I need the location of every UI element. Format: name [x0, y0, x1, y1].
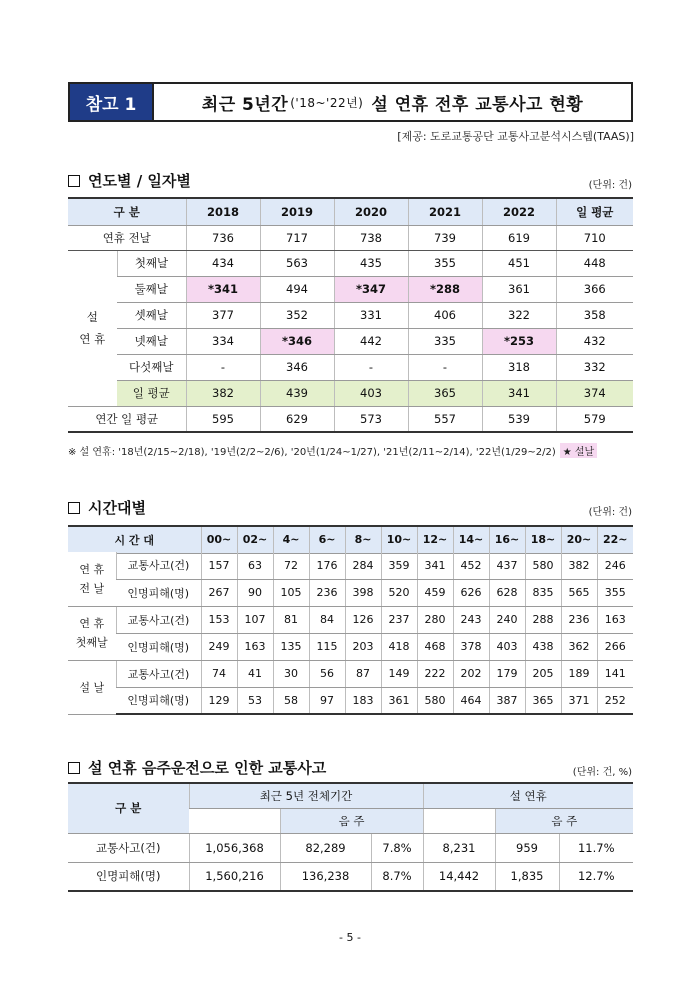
cell: - — [186, 354, 260, 380]
cell: 403 — [489, 633, 525, 660]
cell: 12.7% — [559, 862, 633, 891]
cell: 580 — [525, 552, 561, 579]
cell: 341 — [482, 380, 556, 406]
cell: 437 — [489, 552, 525, 579]
section3-heading — [68, 757, 326, 778]
cell: 14,442 — [423, 862, 495, 891]
cell: 107 — [237, 606, 273, 633]
cell: 382 — [186, 380, 260, 406]
cell: 90 — [237, 579, 273, 606]
section3-heading-text: 설 연휴 음주운전으로 인한 교통사고 — [88, 759, 327, 777]
cell: 63 — [237, 552, 273, 579]
cell: 442 — [334, 328, 408, 354]
source-note: [제공: 도로교통공단 교통사고분석시스템(TAAS)] — [397, 130, 634, 143]
table-hourly — [68, 525, 633, 554]
cell-seollal: *253 — [482, 328, 556, 354]
table-row — [68, 660, 633, 687]
cell: 403 — [334, 380, 408, 406]
cell: 331 — [334, 302, 408, 328]
cell: 243 — [453, 606, 489, 633]
cell: 361 — [381, 687, 417, 714]
header-hour: 02~ — [237, 526, 273, 553]
cell: 595 — [186, 406, 260, 432]
table-row — [68, 276, 633, 302]
row-label: 인명피해(명) — [116, 687, 201, 714]
cell: 11.7% — [559, 833, 633, 862]
cell: 157 — [201, 552, 237, 579]
cell: 246 — [597, 552, 633, 579]
cell: 835 — [525, 579, 561, 606]
cell: 398 — [345, 579, 381, 606]
header-daily-avg: 일 평균 — [556, 198, 633, 225]
row-label: 교통사고(건) — [68, 833, 189, 862]
cell: 736 — [186, 225, 260, 250]
cell: 565 — [561, 579, 597, 606]
cell: 619 — [482, 225, 556, 250]
cell: 322 — [482, 302, 556, 328]
section3-unit: (단위: 건, %) — [572, 767, 632, 778]
table-row — [68, 606, 633, 633]
cell: 710 — [556, 225, 633, 250]
cell: 266 — [597, 633, 633, 660]
header-year: 2020 — [334, 198, 408, 225]
cell: 628 — [489, 579, 525, 606]
row-label: 교통사고(건) — [116, 606, 201, 633]
cell: 179 — [489, 660, 525, 687]
row-label: 연휴 전날 — [68, 225, 186, 250]
cell: 448 — [556, 250, 633, 276]
page-title — [154, 84, 631, 120]
row-label: 인명피해(명) — [116, 633, 201, 660]
cell: 74 — [201, 660, 237, 687]
header-hour: 4~ — [273, 526, 309, 553]
cell: 579 — [556, 406, 633, 432]
footnote-text: ※ 설 연휴: '18년(2/15~2/18), '19년(2/2~2/6), '20년(1/24~1/27), '21년(2/11~2/14), '22년(1/29~2/2) — [68, 447, 556, 458]
cell: 252 — [597, 687, 633, 714]
group-label — [68, 606, 116, 660]
row-label: 인명피해(명) — [68, 862, 189, 891]
cell: 87 — [345, 660, 381, 687]
cell: 459 — [417, 579, 453, 606]
header-year: 2018 — [186, 198, 260, 225]
cell: 334 — [186, 328, 260, 354]
cell: - — [408, 354, 482, 380]
cell: 435 — [334, 250, 408, 276]
checkbox-square-icon — [68, 502, 80, 514]
cell: 115 — [309, 633, 345, 660]
footnote — [68, 443, 597, 458]
group-label-line1: 연 휴 — [79, 617, 105, 630]
checkbox-square-icon — [68, 175, 80, 187]
header-blank — [423, 808, 495, 833]
cell: - — [334, 354, 408, 380]
cell: 236 — [309, 579, 345, 606]
cell: 318 — [482, 354, 556, 380]
header-hour: 10~ — [381, 526, 417, 553]
header-hour: 00~ — [201, 526, 237, 553]
cell-seollal: *341 — [186, 276, 260, 302]
cell: 335 — [408, 328, 482, 354]
cell: 439 — [260, 380, 334, 406]
row-label: 일 평균 — [117, 380, 186, 406]
cell: 135 — [273, 633, 309, 660]
cell: 539 — [482, 406, 556, 432]
row-label: 둘째날 — [117, 276, 186, 302]
row-label: 교통사고(건) — [116, 660, 201, 687]
cell: 358 — [556, 302, 633, 328]
cell: 355 — [408, 250, 482, 276]
cell: 1,056,368 — [189, 833, 280, 862]
header-hour: 6~ — [309, 526, 345, 553]
cell: 573 — [334, 406, 408, 432]
cell: 236 — [561, 606, 597, 633]
cell: 249 — [201, 633, 237, 660]
cell: 464 — [453, 687, 489, 714]
cell: 129 — [201, 687, 237, 714]
cell: 563 — [260, 250, 334, 276]
section2-heading — [68, 497, 146, 518]
cell: 451 — [482, 250, 556, 276]
table-drunk-driving — [68, 782, 633, 892]
cell: 365 — [408, 380, 482, 406]
cell: 30 — [273, 660, 309, 687]
section1-unit: (단위: 건) — [588, 180, 632, 191]
header-hour: 20~ — [561, 526, 597, 553]
group-label — [68, 660, 116, 714]
cell: 58 — [273, 687, 309, 714]
cell: 438 — [525, 633, 561, 660]
group-label-holiday — [68, 250, 117, 406]
table-row — [68, 354, 633, 380]
header-all-period: 최근 5년 전체기간 — [189, 783, 423, 808]
cell: 346 — [260, 354, 334, 380]
cell: 149 — [381, 660, 417, 687]
header-hour: 14~ — [453, 526, 489, 553]
header-hour: 8~ — [345, 526, 381, 553]
cell: 97 — [309, 687, 345, 714]
cell-seollal: *347 — [334, 276, 408, 302]
header-year: 2019 — [260, 198, 334, 225]
header-category: 구 분 — [68, 198, 186, 225]
group-label-line2: 연 휴 — [79, 332, 106, 346]
cell: 1,835 — [495, 862, 559, 891]
table-hourly-body — [68, 552, 633, 715]
cell: 468 — [417, 633, 453, 660]
cell: 494 — [260, 276, 334, 302]
cell: 176 — [309, 552, 345, 579]
cell: 432 — [556, 328, 633, 354]
cell: 352 — [260, 302, 334, 328]
header-timeslot: 시 간 대 — [68, 526, 201, 553]
section1-heading-text: 연도별 / 일자별 — [88, 172, 191, 190]
cell: 8.7% — [371, 862, 423, 891]
header-blank — [189, 808, 280, 833]
section1-heading — [68, 170, 191, 191]
group-label-line1: 설 — [86, 310, 98, 324]
table-row — [68, 328, 633, 354]
cell: 557 — [408, 406, 482, 432]
cell: 222 — [417, 660, 453, 687]
cell: 82,289 — [280, 833, 371, 862]
table-row — [68, 862, 633, 891]
cell: 738 — [334, 225, 408, 250]
legend-seollal: ★ 설날 — [560, 443, 597, 458]
header-holiday: 설 연휴 — [423, 783, 633, 808]
cell: 7.8% — [371, 833, 423, 862]
cell: 288 — [525, 606, 561, 633]
cell: 359 — [381, 552, 417, 579]
cell: 452 — [453, 552, 489, 579]
header-hour: 22~ — [597, 526, 633, 553]
checkbox-square-icon — [68, 762, 80, 774]
cell: 366 — [556, 276, 633, 302]
cell: 626 — [453, 579, 489, 606]
group-label-line1: 연 휴 — [79, 562, 105, 576]
table-row — [68, 250, 633, 276]
cell: 202 — [453, 660, 489, 687]
cell: 387 — [489, 687, 525, 714]
header-category: 구 분 — [68, 783, 189, 833]
group-label-line1: 설 날 — [79, 680, 105, 694]
cell: 361 — [482, 276, 556, 302]
cell: 280 — [417, 606, 453, 633]
cell: 629 — [260, 406, 334, 432]
cell: 126 — [345, 606, 381, 633]
row-label: 넷째날 — [117, 328, 186, 354]
table-row-annual — [68, 406, 633, 432]
cell: 520 — [381, 579, 417, 606]
row-label: 교통사고(건) — [116, 552, 201, 579]
row-label: 연간 일 평균 — [68, 406, 186, 432]
group-label-line2: 첫째날 — [75, 636, 108, 649]
cell: 362 — [561, 633, 597, 660]
cell: 377 — [186, 302, 260, 328]
table-row — [68, 579, 633, 606]
cell: 136,238 — [280, 862, 371, 891]
cell: 739 — [408, 225, 482, 250]
header-drink-holiday: 음 주 — [495, 808, 633, 833]
cell: 284 — [345, 552, 381, 579]
header-year: 2021 — [408, 198, 482, 225]
page-number: - 5 - — [339, 931, 361, 944]
cell: 382 — [561, 552, 597, 579]
cell: 72 — [273, 552, 309, 579]
cell: 237 — [381, 606, 417, 633]
row-label: 다섯째날 — [117, 354, 186, 380]
title-years: ('18~'22년) — [290, 95, 364, 110]
cell: 205 — [525, 660, 561, 687]
cell-seollal: *346 — [260, 328, 334, 354]
cell: 8,231 — [423, 833, 495, 862]
cell: 105 — [273, 579, 309, 606]
cell-seollal: *288 — [408, 276, 482, 302]
cell: 56 — [309, 660, 345, 687]
row-label: 인명피해(명) — [116, 579, 201, 606]
cell: 163 — [597, 606, 633, 633]
header-hour: 18~ — [525, 526, 561, 553]
table-row — [68, 552, 633, 579]
cell: 189 — [561, 660, 597, 687]
cell: 580 — [417, 687, 453, 714]
cell: 341 — [417, 552, 453, 579]
header-hour: 12~ — [417, 526, 453, 553]
cell: 355 — [597, 579, 633, 606]
cell: 240 — [489, 606, 525, 633]
cell: 183 — [345, 687, 381, 714]
title-suffix: 설 연휴 전후 교통사고 현황 — [371, 94, 584, 115]
header-year: 2022 — [482, 198, 556, 225]
table-row — [68, 633, 633, 660]
cell: 84 — [309, 606, 345, 633]
cell: 378 — [453, 633, 489, 660]
table-row-avg — [68, 380, 633, 406]
cell: 371 — [561, 687, 597, 714]
section2-unit: (단위: 건) — [588, 507, 632, 518]
cell: 267 — [201, 579, 237, 606]
section2-heading-text: 시간대별 — [88, 499, 146, 517]
cell: 959 — [495, 833, 559, 862]
cell: 374 — [556, 380, 633, 406]
cell: 434 — [186, 250, 260, 276]
group-label — [68, 552, 116, 606]
cell: 53 — [237, 687, 273, 714]
cell: 203 — [345, 633, 381, 660]
table-row — [68, 302, 633, 328]
cell: 418 — [381, 633, 417, 660]
cell: 153 — [201, 606, 237, 633]
cell: 332 — [556, 354, 633, 380]
table-row — [68, 687, 633, 714]
group-label-line2: 전 날 — [79, 581, 105, 595]
title-prefix: 최근 5년간 — [201, 94, 289, 115]
table-row-before — [68, 225, 633, 250]
row-label: 첫째날 — [117, 250, 186, 276]
cell: 406 — [408, 302, 482, 328]
cell: 81 — [273, 606, 309, 633]
cell: 141 — [597, 660, 633, 687]
title-banner — [68, 82, 633, 122]
cell: 41 — [237, 660, 273, 687]
cell: 365 — [525, 687, 561, 714]
table-yearly-daily — [68, 197, 633, 433]
cell: 1,560,216 — [189, 862, 280, 891]
reference-tag: 참고 1 — [70, 84, 154, 120]
row-label: 셋째날 — [117, 302, 186, 328]
cell: 717 — [260, 225, 334, 250]
header-drink-all: 음 주 — [280, 808, 423, 833]
table-row — [68, 833, 633, 862]
cell: 163 — [237, 633, 273, 660]
header-hour: 16~ — [489, 526, 525, 553]
